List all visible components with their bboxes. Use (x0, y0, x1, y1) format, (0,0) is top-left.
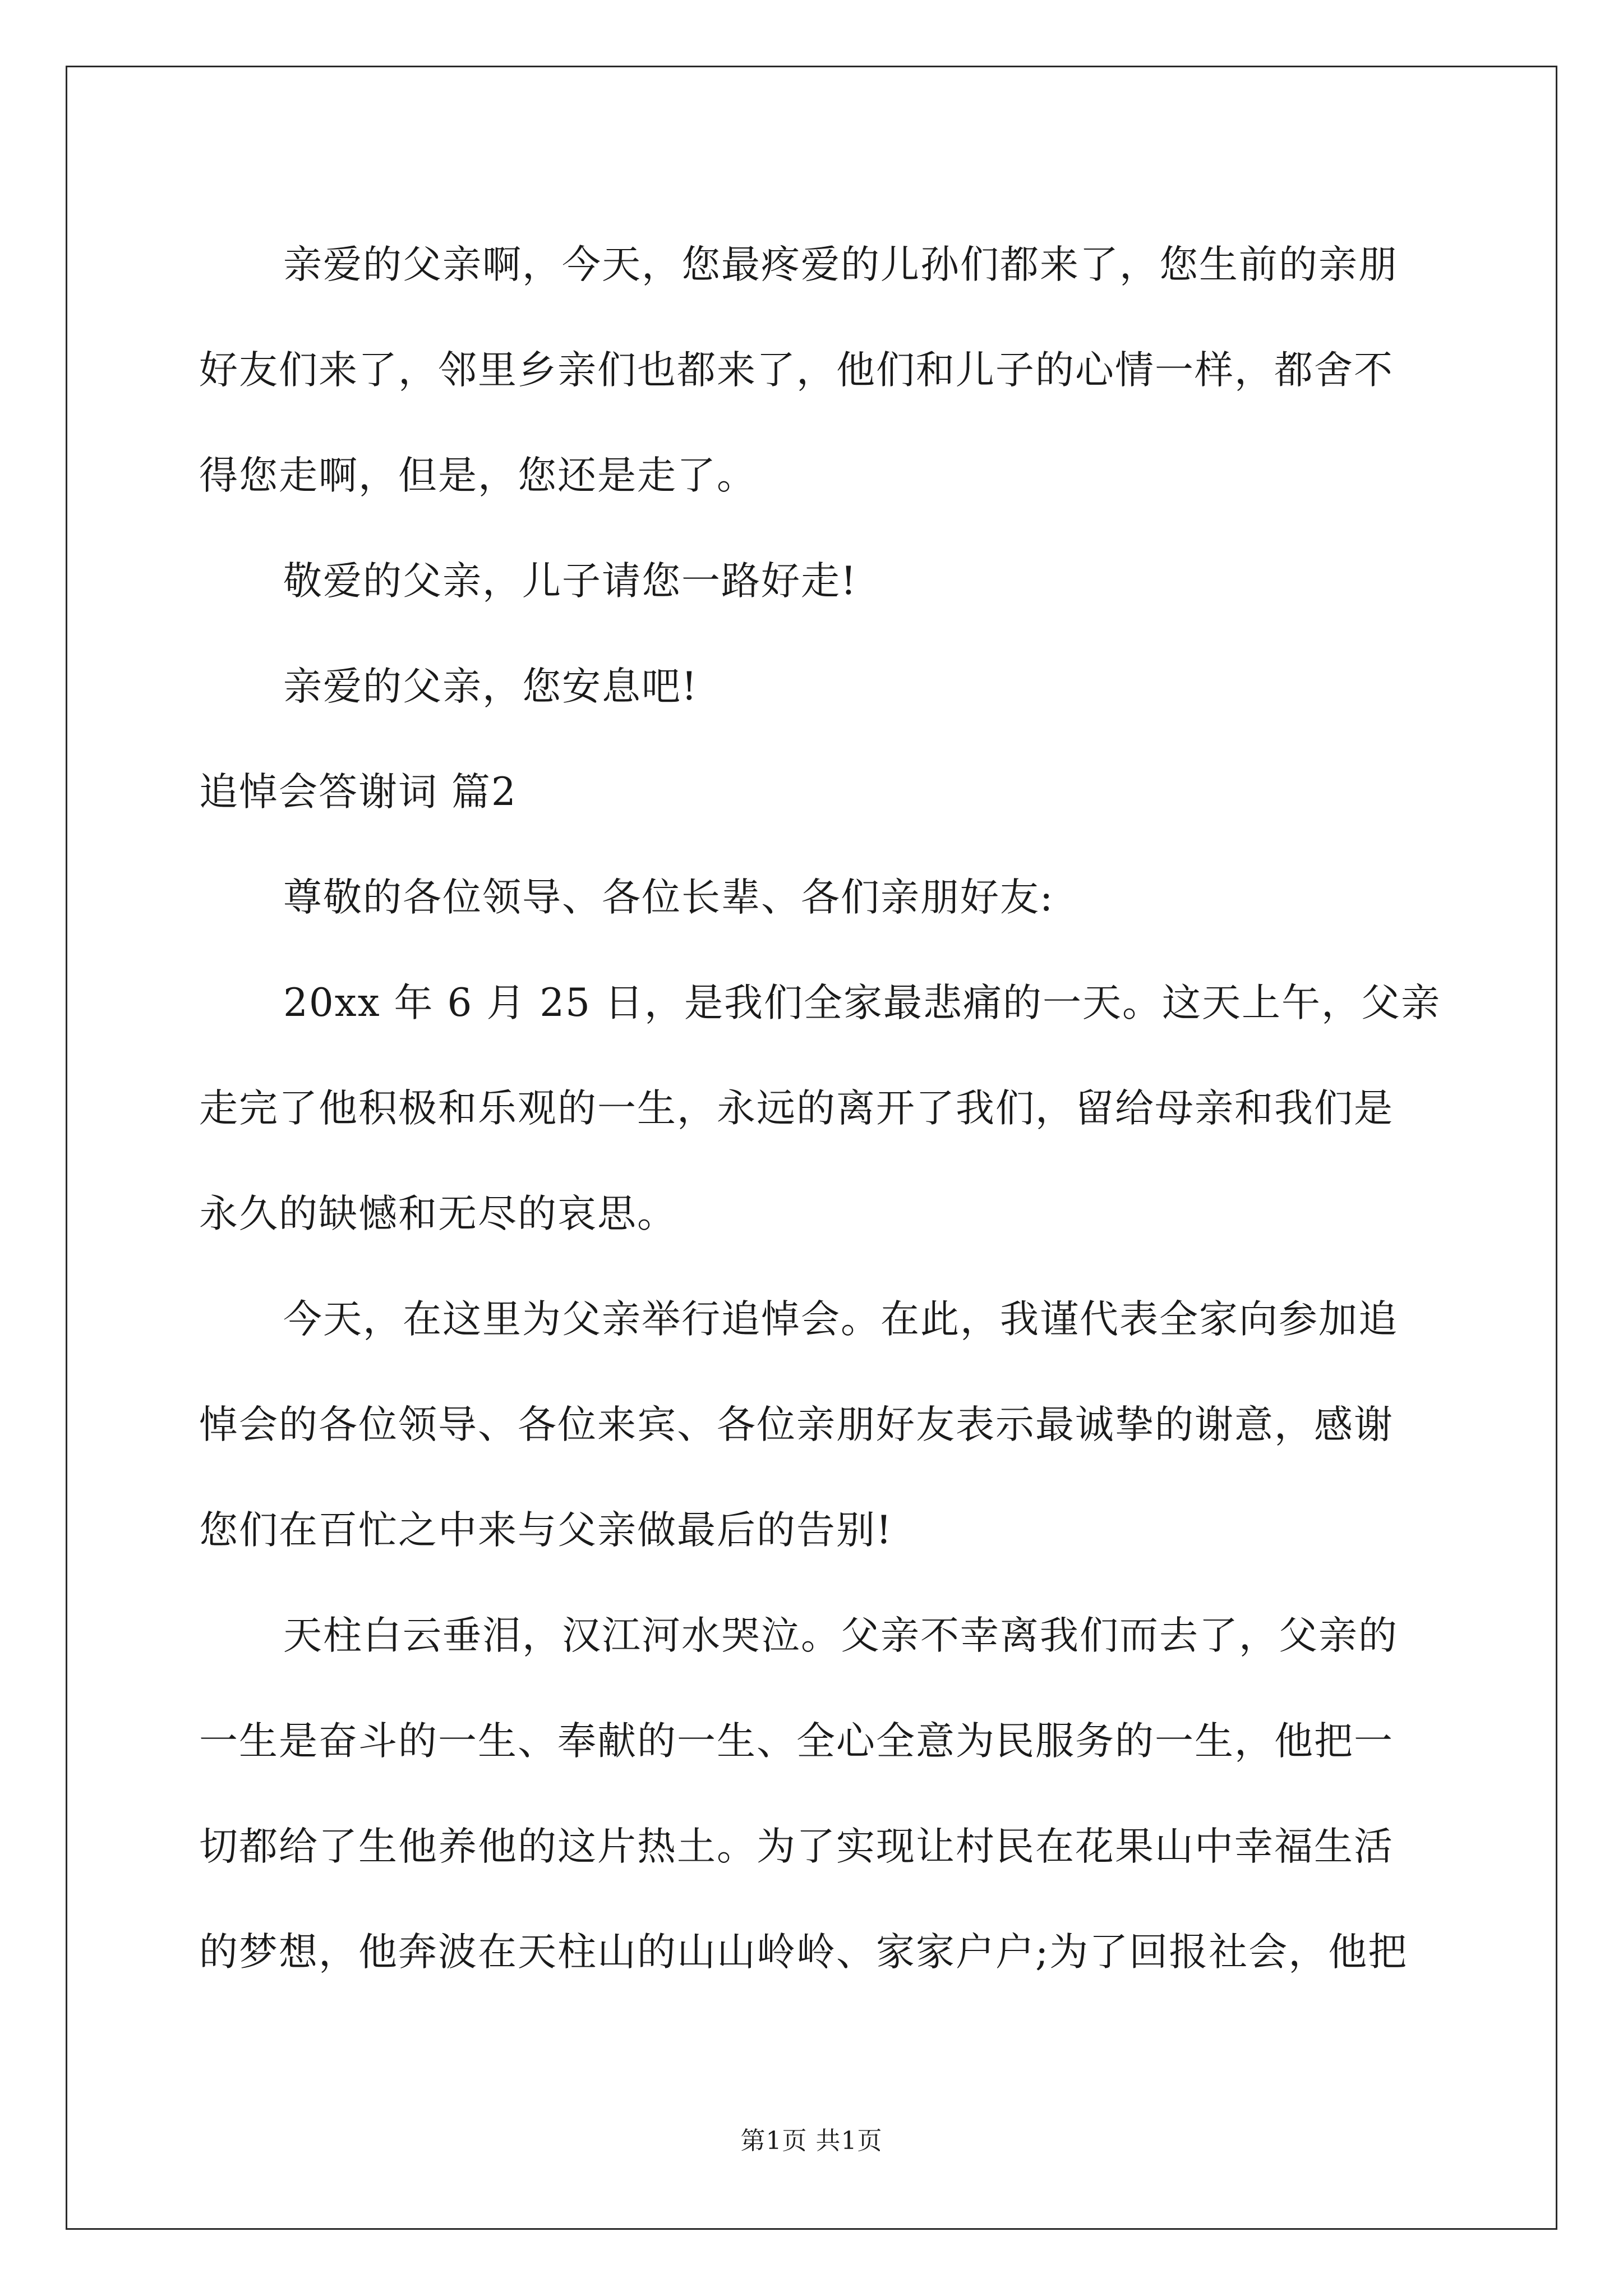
paragraph-line: 一生是奋斗的一生、奉献的一生、全心全意为民服务的一生，他把一 (199, 1719, 1394, 1764)
paragraph-line: 天柱白云垂泪，汉江河水哭泣。父亲不幸离我们而去了，父亲的 (283, 1613, 1398, 1658)
paragraph-line: 得您走啊，但是，您还是走了。 (199, 453, 757, 498)
paragraph-line: 悼会的各位领导、各位来宾、各位亲朋好友表示最诚挚的谢意，感谢 (199, 1402, 1394, 1447)
paragraph-line: 切都给了生他养他的这片热土。为了实现让村民在花果山中幸福生活 (199, 1824, 1394, 1869)
page-footer: 第1页 共1页 (740, 2127, 883, 2155)
paragraph-line: 您们在百忙之中来与父亲做最后的告别! (199, 1508, 893, 1553)
section-heading: 追悼会答谢词 篇2 (199, 770, 517, 815)
paragraph-line: 20xx 年 6 月 25 日，是我们全家最悲痛的一天。这天上午，父亲 (283, 981, 1441, 1025)
paragraph-line: 的梦想，他奔波在天柱山的山山岭岭、家家户户;为了回报社会，他把 (199, 1930, 1408, 1975)
paragraph-line: 尊敬的各位领导、各位长辈、各们亲朋好友: (283, 875, 1054, 920)
document-body (199, 212, 1441, 2005)
paragraph-line: 走完了他积极和乐观的一生，永远的离开了我们，留给母亲和我们是 (199, 1086, 1394, 1131)
paragraph-line: 亲爱的父亲啊，今天，您最疼爱的儿孙们都来了，您生前的亲朋 (283, 242, 1398, 287)
paragraph-line: 永久的缺憾和无尽的哀思。 (199, 1191, 677, 1236)
paragraph-line: 敬爱的父亲，儿子请您一路好走! (283, 559, 857, 604)
paragraph-line: 今天，在这里为父亲举行追悼会。在此，我谨代表全家向参加追 (283, 1297, 1398, 1342)
paragraph-line: 亲爱的父亲，您安息吧! (283, 664, 698, 709)
paragraph-line: 好友们来了，邻里乡亲们也都来了，他们和儿子的心情一样，都舍不 (199, 348, 1394, 393)
